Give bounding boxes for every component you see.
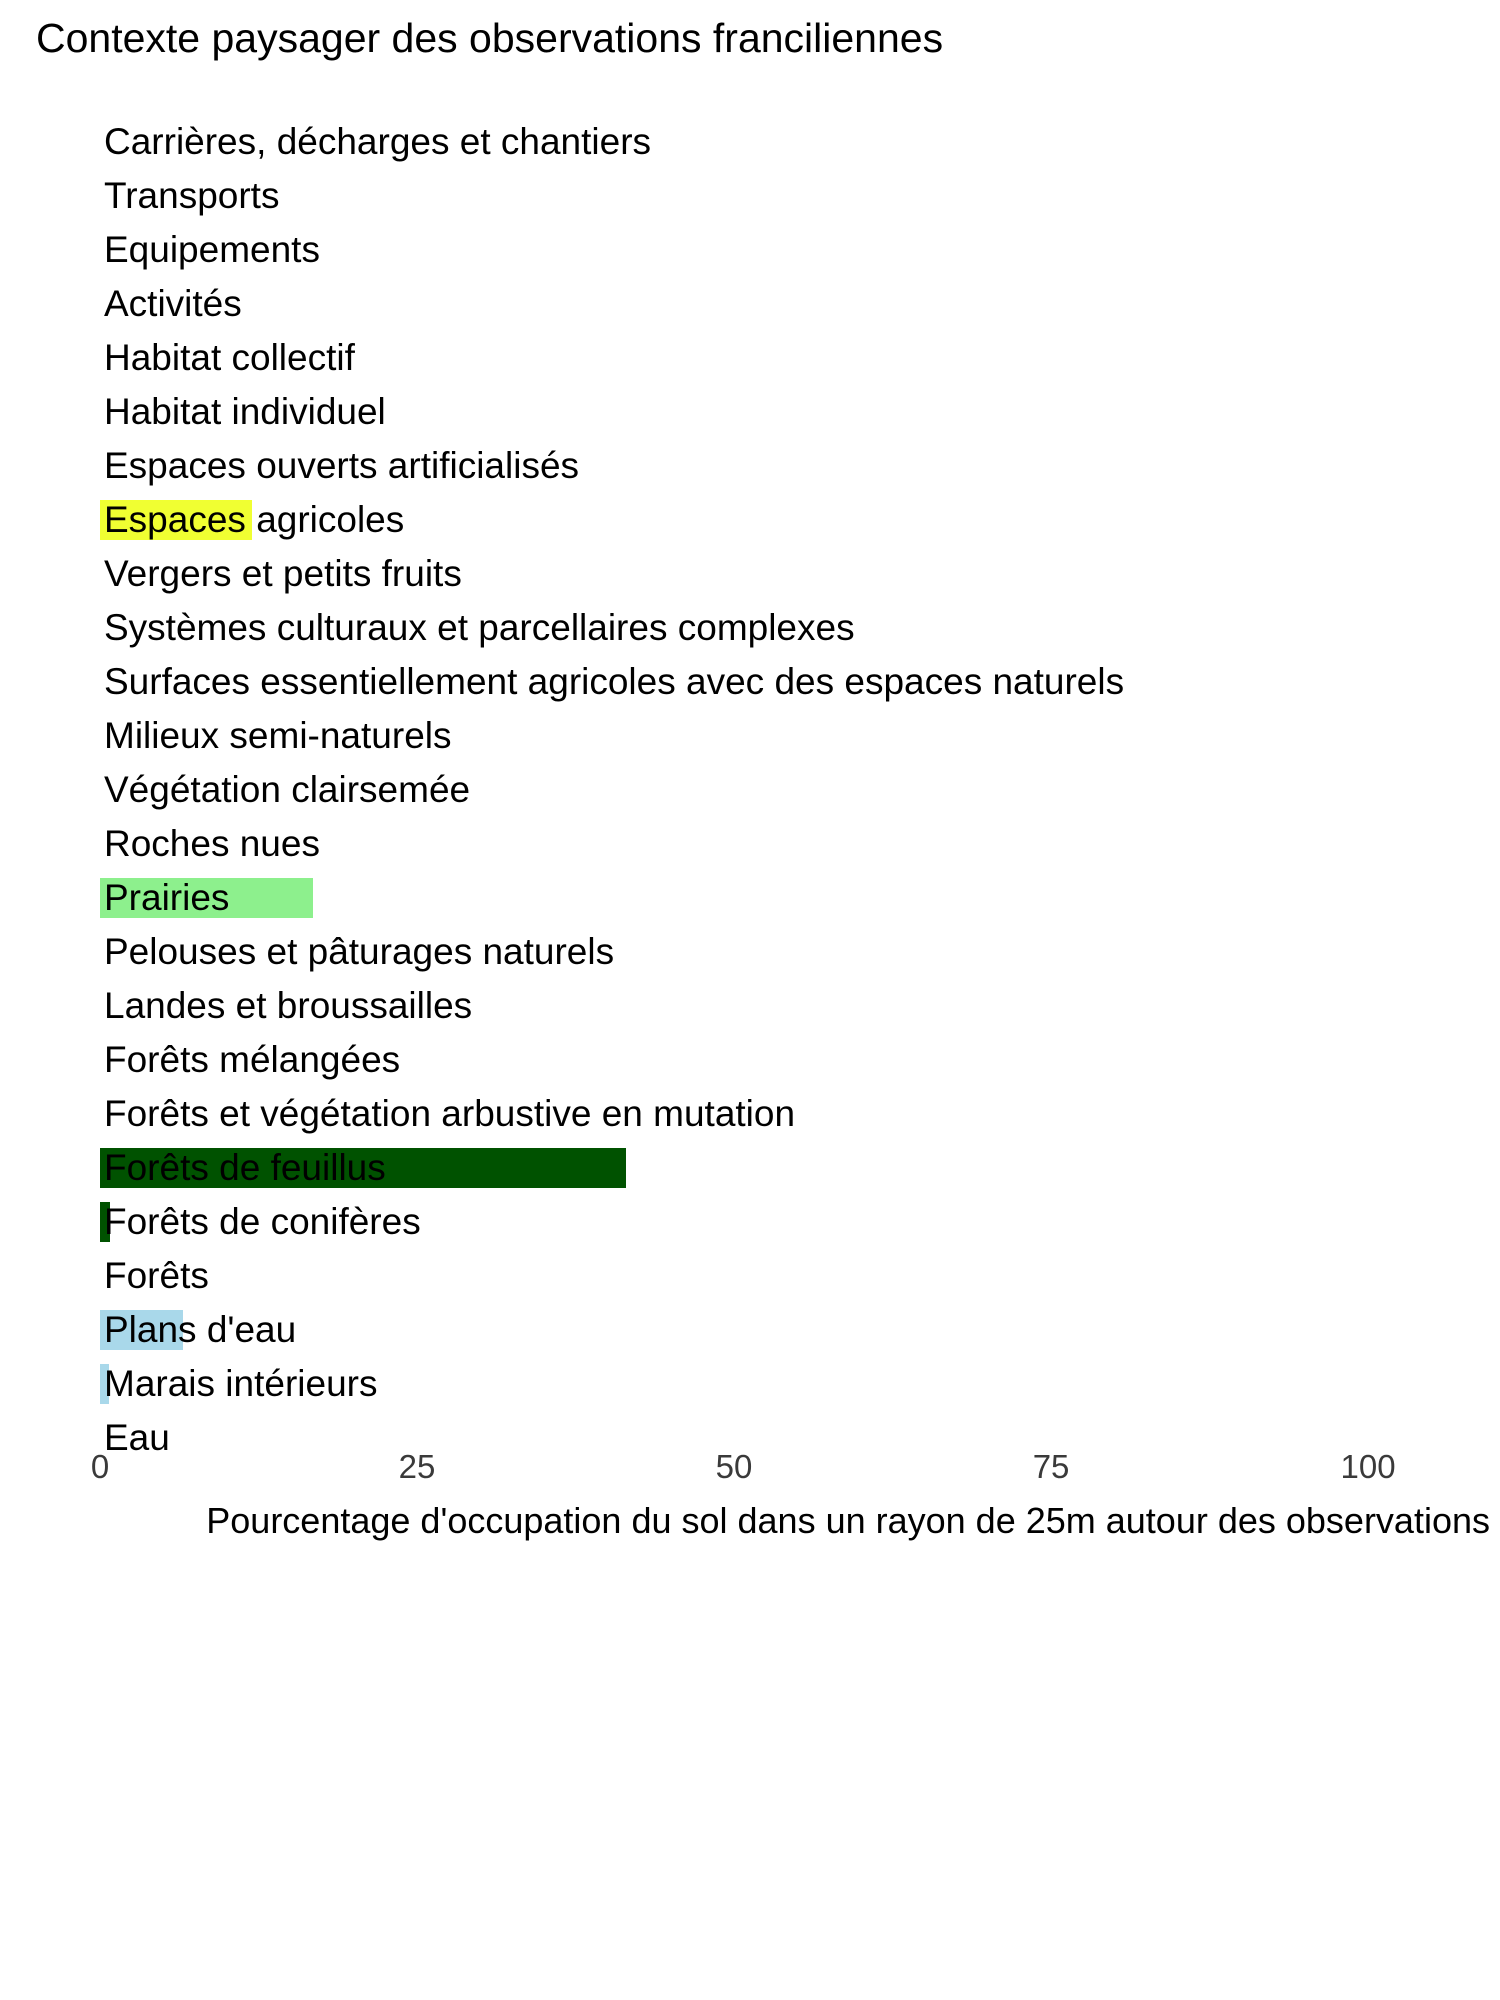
x-tick-0: 0	[90, 1448, 110, 1485]
bar-label: Forêts	[104, 1255, 209, 1296]
bar-label: Eau	[104, 1417, 170, 1458]
x-axis-label: Pourcentage d'occupation du sol dans un rayon de 25m autour des observations	[206, 1500, 1490, 1541]
bar-label: Marais intérieurs	[104, 1363, 378, 1404]
bar-label: Végétation clairsemée	[104, 769, 471, 810]
bar-label: Forêts de feuillus	[104, 1147, 386, 1188]
bar-label: Forêts mélangées	[104, 1039, 401, 1080]
bar-label: Milieux semi-naturels	[104, 715, 452, 756]
bar-label: Plans d'eau	[104, 1309, 297, 1350]
bar-label: Equipements	[104, 229, 320, 270]
x-tick-50: 50	[715, 1448, 753, 1485]
bar-label: Vergers et petits fruits	[104, 553, 462, 594]
bar-label: Transports	[104, 175, 280, 216]
bar-label: Systèmes culturaux et parcellaires complexes	[104, 607, 855, 648]
bar-label: Activités	[104, 283, 242, 324]
x-tick-75: 75	[1032, 1448, 1070, 1485]
bar-label: Habitat collectif	[104, 337, 355, 378]
bar-label: Surfaces essentiellement agricoles avec des espaces naturels	[104, 661, 1125, 702]
x-tick-25: 25	[398, 1448, 436, 1485]
bar-label: Espaces ouverts artificialisés	[104, 445, 580, 486]
bar-label: Landes et broussailles	[104, 985, 473, 1026]
x-tick-100: 100	[1340, 1448, 1396, 1485]
plot-area	[100, 108, 1432, 1458]
bar-label: Espaces agricoles	[104, 499, 405, 540]
chart-title: Contexte paysager des observations franciliennes	[36, 15, 944, 61]
bar-label: Forêts et végétation arbustive en mutation	[104, 1093, 796, 1134]
bar-label: Carrières, décharges et chantiers	[104, 121, 652, 162]
bar-label: Roches nues	[104, 823, 320, 864]
bar-label: Pelouses et pâturages naturels	[104, 931, 615, 972]
bar-label: Prairies	[104, 877, 230, 918]
bar-label: Forêts de conifères	[104, 1201, 421, 1242]
bar-label: Habitat individuel	[104, 391, 386, 432]
x-axis	[90, 1448, 1432, 1488]
